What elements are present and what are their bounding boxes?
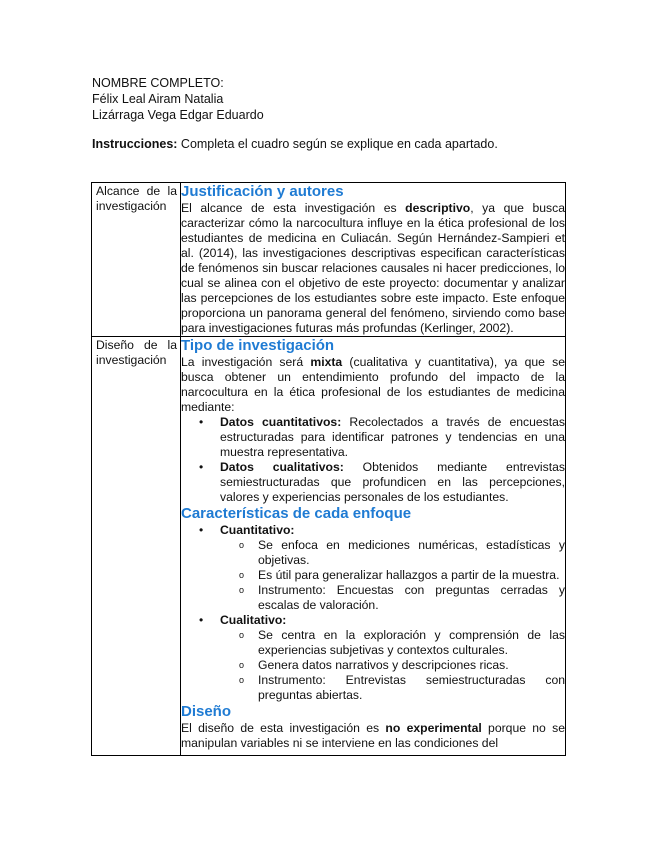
bullet-icon: •	[199, 460, 204, 474]
bold-term-no-experimental: no experimental	[385, 721, 482, 735]
list-item-text: Obtenidos mediante entrevistas semiestructuradas que profundicen en las percepciones, valores y experiencias personales de los estudiantes.	[220, 460, 565, 504]
list-item	[199, 415, 566, 460]
circle-bullet-icon: o	[239, 585, 245, 595]
text-run: El diseño de esta investigación es	[181, 721, 386, 735]
list-item-title: Datos cuantitativos:	[220, 415, 342, 429]
paragraph-tipo	[181, 355, 565, 415]
sublist-item-text: Instrumento: Encuestas con preguntas cerradas y escalas de valoración.	[258, 583, 565, 612]
row-content-cell	[181, 183, 566, 337]
sublist-item	[239, 568, 565, 583]
student-names-block	[92, 75, 264, 123]
instructions-line	[92, 136, 498, 152]
bold-term-descriptivo: descriptivo	[405, 201, 471, 215]
sublist-item	[239, 538, 565, 568]
text-run: porque no se manipulan variables ni se interviene en las condiciones del	[181, 721, 565, 750]
list-item	[199, 460, 565, 505]
circle-bullet-icon: o	[239, 630, 245, 640]
circle-bullet-icon: o	[239, 570, 245, 580]
sublist-item	[239, 583, 565, 613]
heading-tipo: Tipo de investigación	[181, 337, 335, 354]
student-name-1: Félix Leal Airam Natalia	[92, 92, 224, 106]
heading-justificacion: Justificación y autores	[181, 183, 344, 200]
sublist-item-text: Instrumento: Entrevistas semiestructuradas con preguntas abiertas.	[258, 673, 565, 702]
sublist-item	[239, 628, 565, 658]
enfoques-list	[181, 523, 565, 703]
instructions-text: Completa el cuadro según se explique en cada apartado.	[177, 137, 498, 151]
row-label-alcance: Alcance de la investigación	[96, 184, 177, 213]
table-row-diseno	[92, 337, 566, 756]
paragraph-alcance	[181, 201, 565, 336]
bullet-icon: •	[199, 613, 204, 627]
list-item-text: Recolectados a través de encuestas estructuradas para identificar patrones y tendencias en una muestra representativa.	[220, 415, 566, 459]
row-label-cell	[92, 337, 181, 756]
sublist-cuantitativo	[220, 538, 565, 613]
heading-caracteristicas: Características de cada enfoque	[181, 505, 412, 522]
list-item-title: Cualitativo:	[220, 613, 287, 627]
names-label: NOMBRE COMPLETO:	[92, 76, 224, 90]
text-run: (cualitativa y cuantitativa), ya que se busca obtener un entendimiento profundo del impacto de la narcocultura en la ética profesional de los estudiantes de medicina mediante:	[181, 355, 565, 414]
diseno-paragraph-clip	[181, 721, 565, 755]
student-name-2: Lizárraga Vega Edgar Eduardo	[92, 108, 264, 122]
sublist-item-text: Genera datos narrativos y descripciones ricas.	[258, 658, 509, 672]
row-label-diseno: Diseño de la investigación	[96, 338, 177, 367]
sublist-item-text: Se centra en la exploración y comprensión de las experiencias subjetivas y contextos culturales.	[258, 628, 565, 657]
list-item	[199, 613, 565, 703]
table-row-alcance	[92, 183, 566, 337]
datos-list	[181, 415, 565, 505]
sublist-item-text: Se enfoca en mediciones numéricas, estadísticas y objetivas.	[258, 538, 565, 567]
sublist-item	[239, 658, 565, 673]
circle-bullet-icon: o	[239, 540, 245, 550]
circle-bullet-icon: o	[239, 660, 245, 670]
instructions-label: Instrucciones:	[92, 137, 178, 151]
heading-diseno: Diseño	[181, 703, 232, 720]
research-table	[91, 182, 566, 756]
list-item-title: Cuantitativo:	[220, 523, 295, 537]
text-run: La investigación será	[181, 355, 311, 369]
sublist-item-text: Es útil para generalizar hallazgos a partir de la muestra.	[258, 568, 560, 582]
row-content-cell	[181, 337, 566, 756]
bullet-icon: •	[199, 523, 204, 537]
bold-term-mixta: mixta	[310, 355, 343, 369]
sublist-cualitativo	[220, 628, 565, 703]
row-label-cell	[92, 183, 181, 337]
text-run: El alcance de esta investigación es	[181, 201, 406, 215]
text-run: , ya que busca caracterizar cómo la narcocultura influye en la ética profesional de los estudiantes de medicina en Culiacán. Según Hernández-Sampieri et al. (2014), las investigaciones descriptivas especifican características de fenómenos sin buscar relaciones causales ni hacer predicciones, lo cual se alinea con el objetivo de este proyecto: documentar y analizar las percepciones de los estudiantes sobre este impacto. Este enfoque proporciona un panorama general del fenómeno, sirviendo como base para investigaciones futuras más profundas (Kerlinger, 2002).	[181, 201, 565, 335]
paragraph-diseno	[181, 721, 565, 751]
bullet-icon: •	[199, 415, 204, 429]
list-item-title: Datos cualitativos:	[220, 460, 344, 474]
list-item	[199, 523, 565, 613]
circle-bullet-icon: o	[239, 675, 245, 685]
sublist-item	[239, 673, 565, 703]
